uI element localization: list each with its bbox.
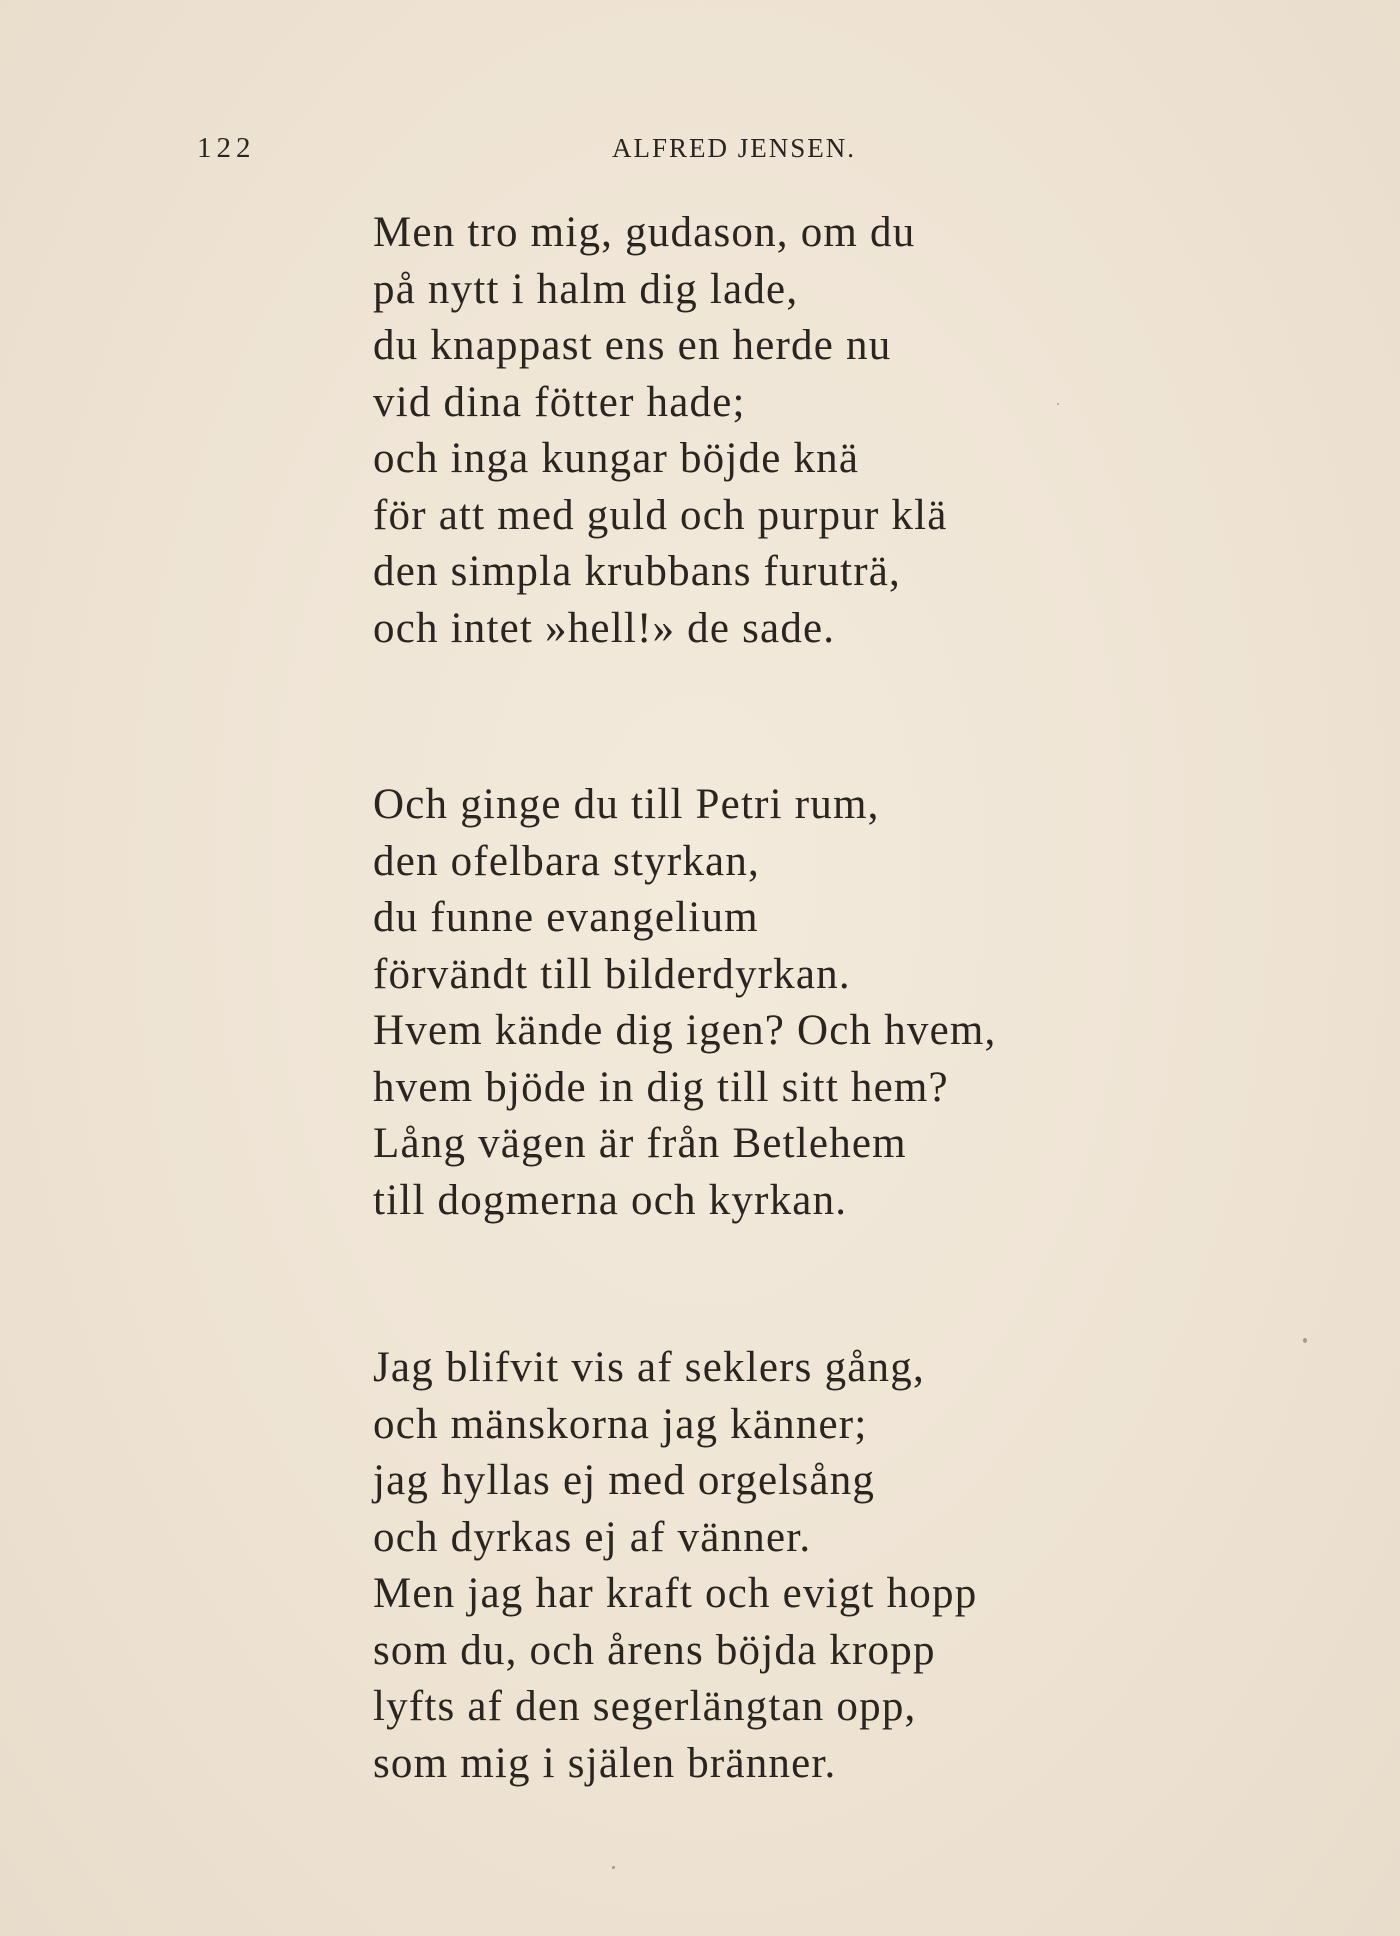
poem-line: som mig i själen bränner. xyxy=(373,1739,837,1787)
poem-line: Och ginge du till Petri rum, xyxy=(373,781,880,828)
running-head xyxy=(0,128,1400,168)
paper-speck xyxy=(1057,403,1059,405)
stanza-1 xyxy=(373,205,1353,657)
poem-line: du knappast ens en herde nu xyxy=(373,322,892,369)
poem-line: Men tro mig, gudason, om du xyxy=(373,209,916,256)
poem-line: Men jag har kraft och evigt hopp xyxy=(373,1570,978,1617)
poem-line: den simpla krubbans furuträ, xyxy=(373,548,901,595)
poem-line: för att med guld och purpur klä xyxy=(373,491,948,539)
poem-line: lyfts af den segerlängtan opp, xyxy=(373,1683,917,1730)
poem-line: jag hyllas ej med orgelsång xyxy=(373,1457,876,1504)
poem-line: Jag blifvit vis af seklers gång, xyxy=(373,1344,925,1391)
poem-line: till dogmerna och kyrkan. xyxy=(373,1176,848,1224)
poem-line: hvem bjöde in dig till sitt hem? xyxy=(373,1063,949,1111)
poem-line: och intet »hell!» de sade. xyxy=(373,604,836,652)
poem-line: och mänskorna jag känner; xyxy=(373,1400,868,1448)
stanza-3 xyxy=(373,1340,1353,1792)
paper-speck xyxy=(1303,1338,1307,1343)
paper-speck xyxy=(612,1866,615,1869)
author-header: ALFRED JENSEN. xyxy=(612,133,857,163)
poem-line: Hvem kände dig igen? Och hvem, xyxy=(373,1007,997,1054)
poem-line: du funne evangelium xyxy=(373,894,759,941)
poem-line: på nytt i halm dig lade, xyxy=(373,265,799,313)
poem-line: Lång vägen är från Betlehem xyxy=(373,1120,907,1167)
poem-line: vid dina fötter hade; xyxy=(373,378,746,426)
poem-line: och dyrkas ej af vänner. xyxy=(373,1513,812,1561)
poem-line: förvändt till bilderdyrkan. xyxy=(373,950,851,998)
stanza-2 xyxy=(373,777,1353,1229)
poem-line: som du, och årens böjda kropp xyxy=(373,1626,936,1674)
poem-line: den ofelbara styrkan, xyxy=(373,837,760,885)
page-number: 122 xyxy=(197,132,256,164)
poem-line: och inga kungar böjde knä xyxy=(373,435,860,482)
